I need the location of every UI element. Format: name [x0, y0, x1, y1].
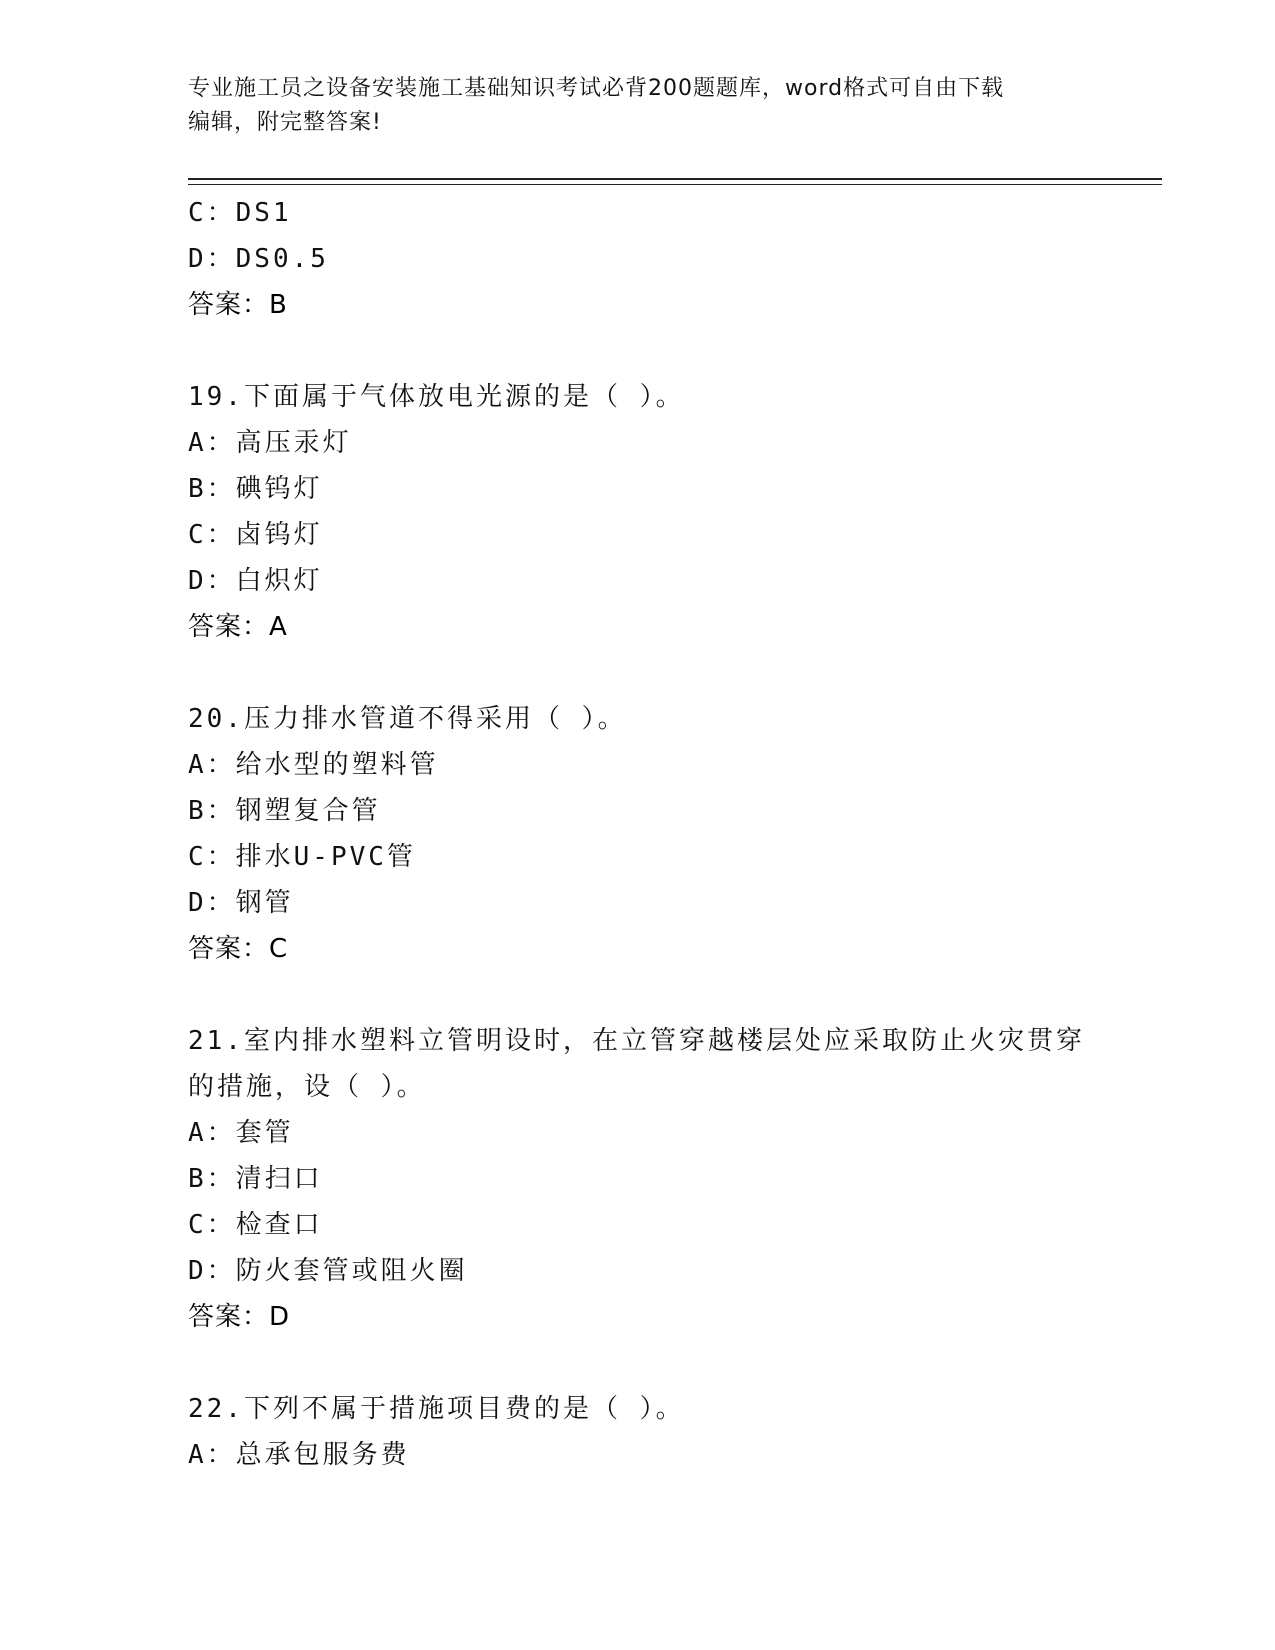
- question-text-line-1: 21.室内排水塑料立管明设时，在立管穿越楼层处应采取防止火灾贯穿: [188, 1026, 1085, 1056]
- option-c: C：卤钨灯: [188, 520, 323, 550]
- header-line-2: 编辑，附完整答案!: [188, 110, 382, 135]
- question-20: [188, 696, 1088, 972]
- option-b: B：清扫口: [188, 1164, 323, 1194]
- option-d: D：钢管: [188, 888, 294, 918]
- option-d: D：白炽灯: [188, 566, 323, 596]
- question-text: 19.下面属于气体放电光源的是（ ）。: [188, 382, 685, 412]
- option-a: A：套管: [188, 1118, 294, 1148]
- header-divider-thin: [188, 184, 1162, 185]
- spacer: [188, 1340, 1088, 1386]
- header-divider-thick: [188, 178, 1162, 180]
- question-18: [188, 190, 1088, 328]
- option-a: A：给水型的塑料管: [188, 750, 439, 780]
- document-header: [188, 72, 1088, 140]
- option-c: C：检查口: [188, 1210, 323, 1240]
- spacer: [188, 650, 1088, 696]
- question-19: [188, 374, 1088, 650]
- option-d: D：DS0.5: [188, 244, 329, 274]
- option-a: A：总承包服务费: [188, 1440, 410, 1470]
- option-c: C：DS1: [188, 198, 292, 228]
- question-text: 20.压力排水管道不得采用（ ）。: [188, 704, 627, 734]
- option-b: B：钢塑复合管: [188, 796, 381, 826]
- header-line-1: 专业施工员之设备安装施工基础知识考试必背200题题库，word格式可自由下载: [188, 76, 1005, 101]
- question-list: [188, 190, 1088, 1478]
- answer: 答案：D: [188, 1302, 291, 1332]
- question-21: [188, 1018, 1088, 1340]
- question-text-line-2: 的措施，设（ ）。: [188, 1072, 426, 1102]
- option-c: C：排水U-PVC管: [188, 842, 416, 872]
- answer: 答案：A: [188, 612, 288, 642]
- spacer: [188, 328, 1088, 374]
- option-a: A：高压汞灯: [188, 428, 352, 458]
- option-b: B：碘钨灯: [188, 474, 323, 504]
- spacer: [188, 972, 1088, 1018]
- answer: 答案：B: [188, 290, 288, 320]
- question-22: [188, 1386, 1088, 1478]
- answer: 答案：C: [188, 934, 289, 964]
- option-d: D：防火套管或阻火圈: [188, 1256, 468, 1286]
- question-text: 22.下列不属于措施项目费的是（ ）。: [188, 1394, 685, 1424]
